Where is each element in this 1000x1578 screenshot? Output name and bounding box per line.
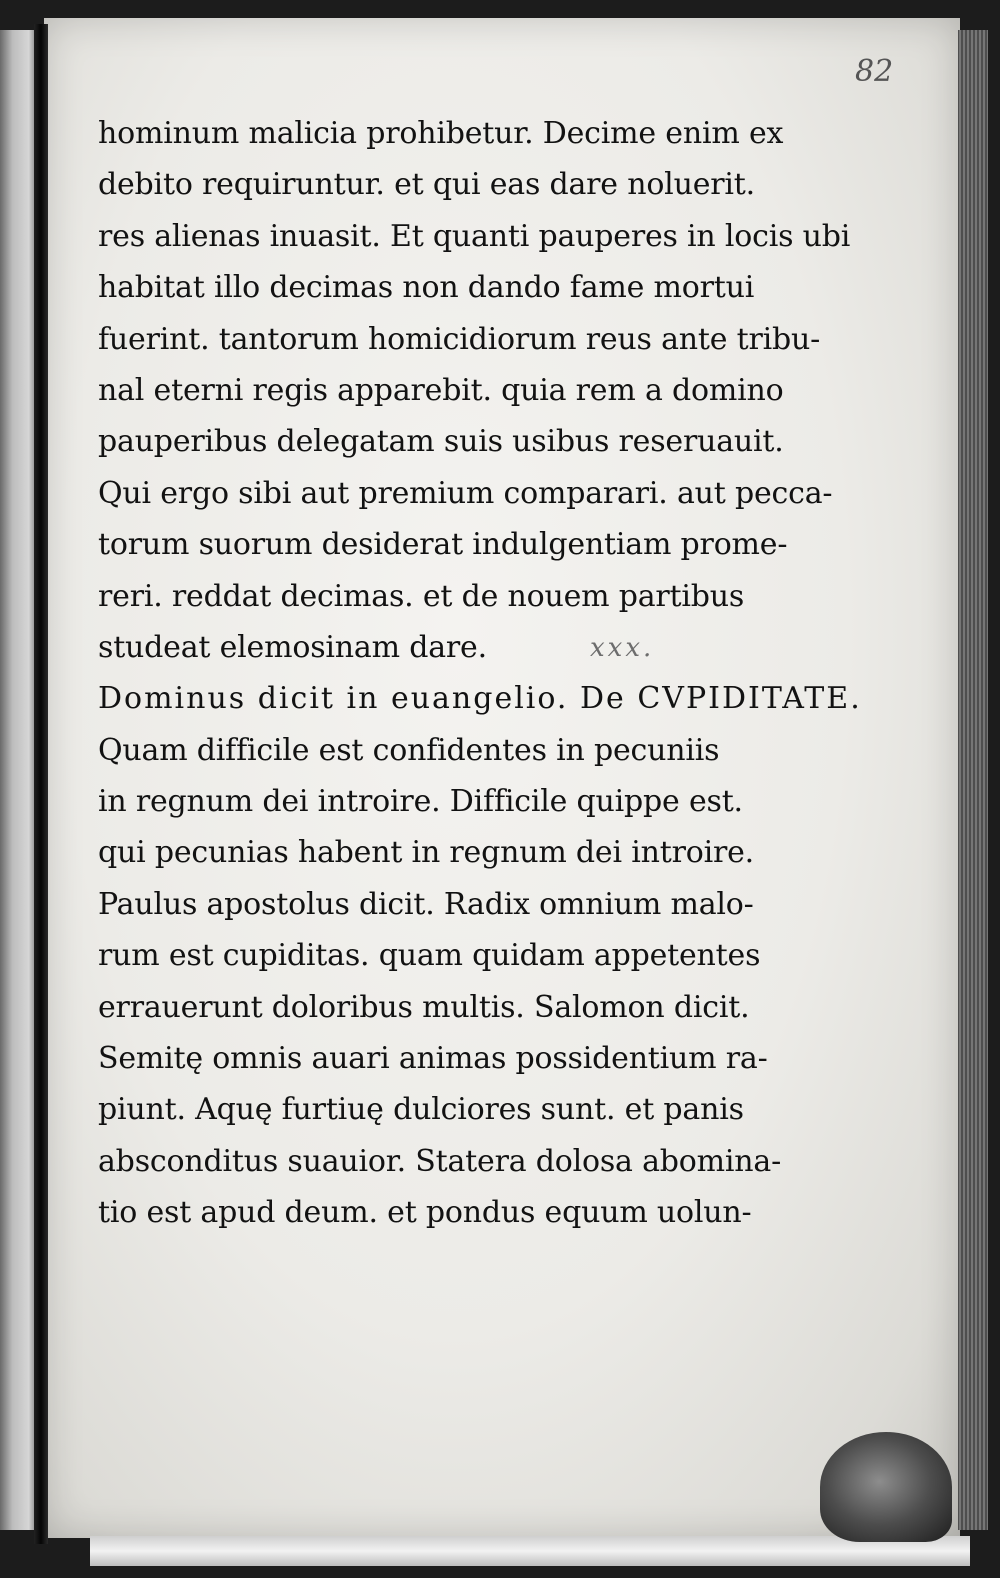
- page-edge-bottom: [90, 1536, 970, 1566]
- text-line: errauerunt doloribus multis. Salomon dicit.: [98, 989, 750, 1025]
- text-line: reri. reddat decimas. et de nouem partibus: [98, 578, 745, 614]
- text-line: piunt. Aquę furtiuę dulciores sunt. et panis: [98, 1092, 744, 1128]
- text-line: absconditus suauior. Statera dolosa abomina-: [98, 1143, 782, 1179]
- text-line: Semitę omnis auari animas possidentium ra-: [98, 1041, 768, 1077]
- text-line: hominum malicia prohibetur. Decime enim ex: [98, 116, 784, 151]
- text-block: [98, 108, 868, 1239]
- text-line: tio est apud deum. et pondus equum uolun-: [98, 1195, 752, 1231]
- thumb-holding-page: [820, 1432, 952, 1542]
- facing-page-edge: [0, 30, 36, 1530]
- binding-gutter: [34, 24, 48, 1544]
- text-line: Paulus apostolus dicit. Radix omnium malo-: [98, 886, 754, 922]
- page-edges-right: [958, 30, 988, 1530]
- text-line: fuerint. tantorum homicidiorum reus ante tribu-: [98, 321, 821, 357]
- text-line: studeat elemosinam dare.: [98, 629, 487, 665]
- text-line: torum suorum desiderat indulgentiam prome-: [98, 527, 788, 563]
- text-line: habitat illo decimas non dando fame mortui: [98, 270, 755, 306]
- text-line: nal eterni regis apparebit. quia rem a domino: [98, 372, 784, 408]
- text-line: pauperibus delegatam suis usibus reseruauit.: [98, 424, 784, 460]
- text-line: rum est cupiditas. quam quidam appetentes: [98, 938, 761, 974]
- chapter-heading-line: Dominus dicit in euangelio. De CVPIDITATE.: [98, 681, 862, 717]
- chapter-number-rubric: xxx.: [590, 633, 655, 663]
- text-line: in regnum dei introire. Difficile quippe est.: [98, 784, 743, 820]
- text-line: Quam difficile est confidentes in pecuniis: [98, 732, 720, 768]
- folio-number: 82: [855, 54, 894, 89]
- text-line: Qui ergo sibi aut premium comparari. aut pecca-: [98, 475, 833, 511]
- text-line: qui pecunias habent in regnum dei introire.: [98, 835, 755, 871]
- text-line: debito requiruntur. et qui eas dare noluerit.: [98, 167, 755, 203]
- text-line: res alienas inuasit. Et quanti pauperes in locis ubi: [98, 218, 851, 254]
